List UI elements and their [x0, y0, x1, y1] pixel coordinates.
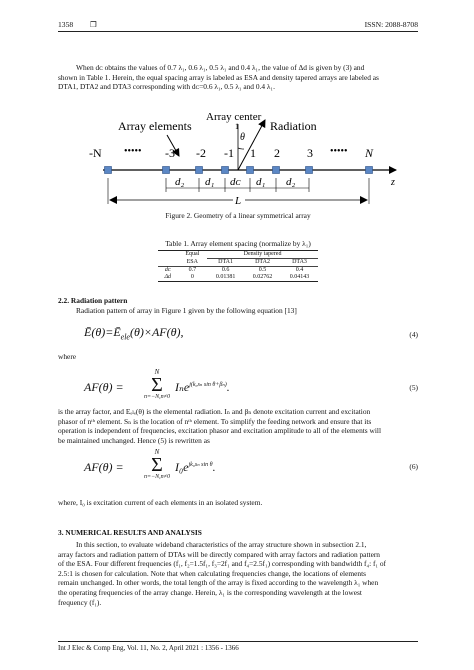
table-row-label: dᴄ [164, 267, 171, 273]
array-element [105, 167, 112, 174]
paragraph-line: frequency (f₁). [58, 597, 102, 607]
eq6-base: I₀e [175, 460, 189, 474]
table-cell: 0.02762 [252, 274, 273, 280]
figure-caption: Figure 2. Geometry of a linear symmetrical array [165, 211, 311, 220]
eq5-exponent: j(k₀sₙ sin θ+βₙ) [189, 382, 227, 388]
paragraph-line: be maintained unchanged. Hence (5) is rewritten as [58, 435, 210, 445]
sum-upper-limit: N [154, 368, 160, 376]
array-element [306, 167, 313, 174]
spacing-label: d₂ [286, 176, 296, 188]
sum-sigma: Σ [151, 454, 163, 476]
label-one: 1 [235, 122, 239, 131]
header-issn: ISSN: 2088-8708 [364, 20, 418, 29]
eq4-lhs: Ē(θ)=Ē [84, 325, 121, 339]
theta-arc [238, 148, 244, 149]
intro-line: DTA1, DTA2 and DTA3 corresponding with dᴄ=0.6 λ₁, 0.5 λ₁ and 0.4 λ₁. [58, 82, 275, 92]
spacing-label: d₂ [175, 176, 185, 188]
table-cell: 0.4 [295, 267, 304, 273]
paragraph-line: is the array factor, and Eₑₗₑ(θ) is the elemental radiation. Iₙ and βₙ denote excitation current and excitation [58, 407, 371, 416]
intro-line: When dᴄ obtains the values of 0.7 λ₁, 0.6 λ₁, 0.5 λ₁ and 0.4 λ₁, the value of Δd is given by (3) and [76, 63, 365, 72]
paragraph-line: In this section, to evaluate wideband characteristics of the array structure shown in subsection 2.1, [76, 540, 367, 549]
table-column-header: DTA3 [292, 259, 307, 265]
where-label: where [58, 352, 77, 361]
label-array-elements: Array elements [118, 119, 192, 133]
table-caption: Table 1. Array element spacing (normalize by λ₁) [165, 239, 311, 248]
eq4-subscript: ele [120, 332, 130, 342]
element-label: -1 [224, 146, 234, 160]
table-cell: 0.6 [221, 267, 230, 273]
table-cell: 0.01381 [215, 274, 236, 280]
paragraph-line: of the ESA. Four different frequencies (f₁, f₂=1.5f₁, f₃=2f₁ and f₄=2.5f₁) corresponding with bandwidth f₄: f₁ of [58, 559, 387, 569]
header-box-icon: ❒ [90, 20, 97, 29]
spacing-label: dᴄ [230, 176, 241, 188]
table-cell: 0 [190, 274, 194, 280]
summation [140, 368, 174, 400]
paragraph-line: remain unchanged. In other words, the total length of the array is fixed according to the wavelength λ₁ when [58, 578, 379, 588]
label-radiation: Radiation [270, 119, 317, 133]
array-element [366, 167, 373, 174]
table-column-header: ESA [186, 258, 198, 265]
af-lhs: AF(θ) = [84, 380, 124, 394]
table-column-header: DTA1 [218, 259, 233, 265]
length-label: L [235, 195, 242, 207]
paragraph-line: operation is independent of frequencies, excitation phasor and excitation amplitude to all of the elements will [58, 426, 382, 436]
equation-number: (4) [409, 330, 418, 339]
table-group-header: Equal [185, 251, 200, 258]
equation-number: (5) [409, 383, 418, 392]
sum-upper-limit: N [154, 448, 160, 456]
array-element [163, 167, 170, 174]
dots-right: ••••• [330, 146, 348, 157]
paragraph-line: the operating frequencies of the array change. Herein, λ₁ is the corresponding wavelength at the lowest [58, 587, 362, 597]
array-element [222, 167, 229, 174]
array-element [273, 167, 280, 174]
table-row [158, 267, 318, 275]
table-row-label: Δd [164, 274, 172, 280]
axis-label-z: z [391, 177, 395, 188]
label-theta: θ [240, 132, 245, 143]
table-cell: 0.5 [258, 267, 267, 273]
footer-citation: Int J Elec & Comp Eng, Vol. 11, No. 2, April 2021 : 1356 - 1366 [58, 644, 239, 652]
array-factor-paragraph [58, 407, 418, 445]
equation-number: (6) [409, 462, 418, 471]
element-label-neg-n: -N [89, 146, 102, 160]
intro-line: shown in Table 1. Herein, the equal spacing array is labeled as ESA and density tapered arrays are labeled as [58, 72, 379, 82]
element-label: 1 [250, 146, 256, 160]
sum-lower-limit: n=−N,n≠0 [144, 474, 170, 480]
paragraph-line: phasor of nᵗʰ element. Sₙ is the location of nᵗʰ element. To simplify the feeding network and ensure that its [58, 416, 372, 426]
intro-paragraph [58, 63, 418, 92]
table-cell: 0.04143 [289, 274, 310, 280]
section-heading: 2.2. Radiation pattern [58, 296, 128, 305]
array-geometry-figure [58, 92, 418, 212]
dots-left: ••••• [124, 146, 142, 157]
eq5-base: Iₙe [175, 380, 190, 394]
eq4-rhs: (θ)×AF(θ), [129, 325, 184, 339]
spacing-table [158, 250, 318, 282]
footer-rule [58, 641, 418, 642]
eq6-term: $I_0e^{jk_0s_n sin \theta}$. [175, 460, 216, 474]
spacing-table-wrapper [158, 250, 318, 282]
section-heading: 3. NUMERICAL RESULTS AND ANALYSIS [58, 528, 202, 537]
af-lhs: AF(θ) = [84, 460, 124, 474]
table-row [158, 274, 318, 282]
sum-sigma: Σ [151, 374, 163, 396]
equation-4 [84, 325, 184, 341]
radiation-arrow [238, 120, 265, 170]
table-cell: 0.7 [188, 267, 197, 273]
table-group-header: Density tapered [207, 251, 318, 259]
section-text: Radiation pattern of array in Figure 1 given by the following equation [13] [76, 306, 297, 315]
element-label-pos-n: N [365, 146, 374, 160]
spacing-label: d₁ [205, 176, 215, 188]
excitation-note: where, I₀ is excitation current of each elements in an isolated system. [58, 498, 263, 507]
sum-lower-limit: n=−N,n≠0 [144, 394, 170, 400]
label-array-center: Array center [206, 111, 262, 123]
element-label: -3 [165, 146, 175, 160]
element-label: 2 [274, 146, 280, 160]
header-rule [58, 31, 418, 32]
array-element [196, 167, 203, 174]
element-label: -2 [196, 146, 206, 160]
element-label: 3 [307, 146, 313, 160]
paragraph-line: 2.5:1 is chosen for calculation. Note that when calculating frequencies change, the locations of elements [58, 568, 367, 578]
summation [140, 448, 174, 480]
eq6-exponent: jk₀sₙ sin θ [188, 462, 213, 468]
paragraph-line: array factors and radiation pattern of DTAs will be directly compared with array factors and radiation pattern [58, 549, 381, 559]
spacing-label: d₁ [256, 176, 266, 188]
array-element [247, 167, 254, 174]
eq5-term: Iₙe$^{j(k_0s_n sin \theta+\beta_n)}$. [175, 380, 230, 394]
table-column-header: DTA2 [255, 259, 270, 265]
section3-paragraph [58, 540, 418, 607]
header-page-number: 1358 [58, 20, 74, 29]
